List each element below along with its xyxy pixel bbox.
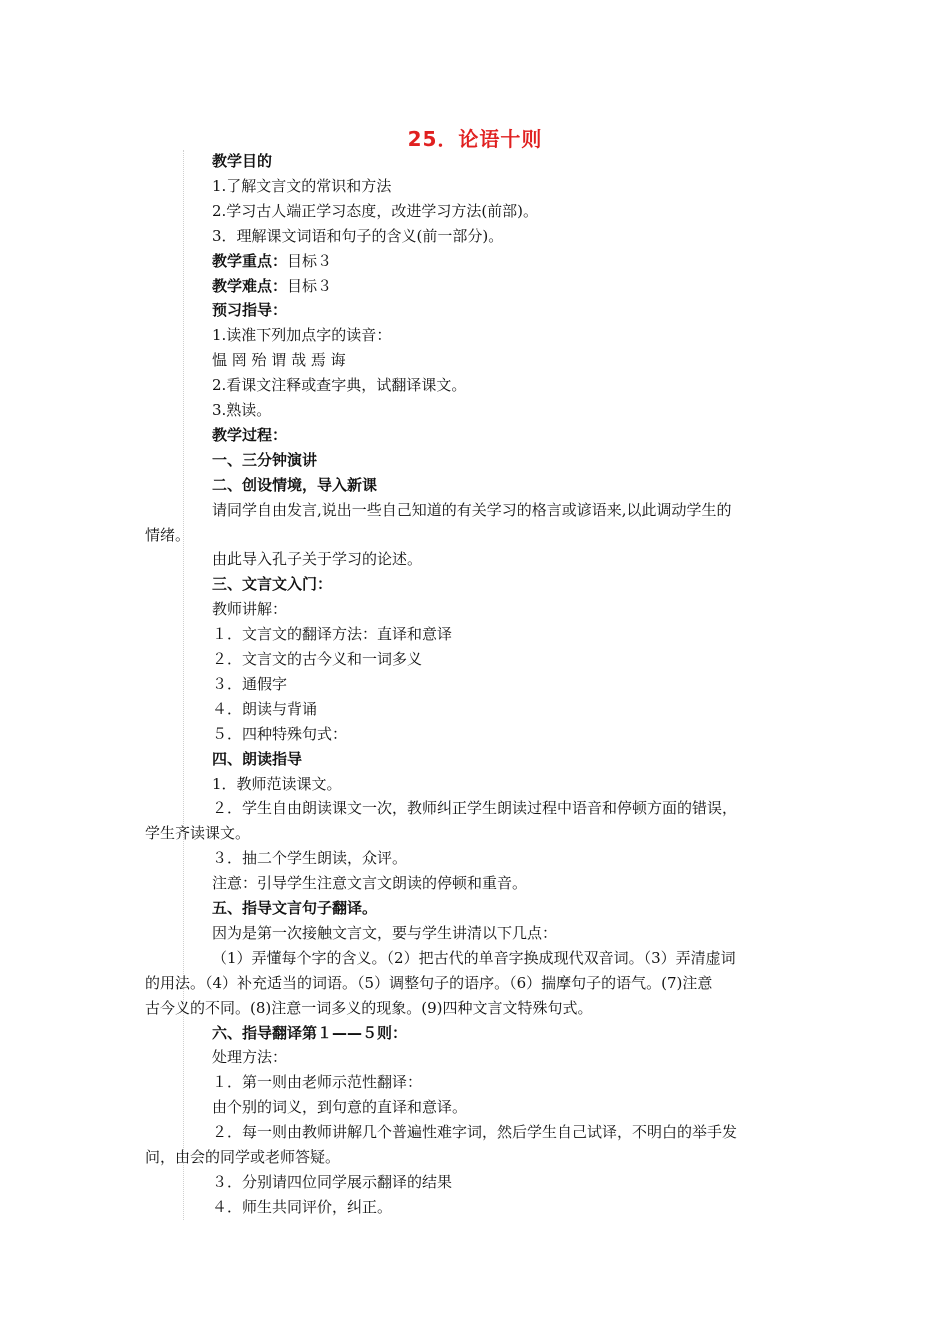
text-line: 五、指导文言句子翻译。: [212, 899, 378, 917]
line-label: 教学难点：: [212, 276, 288, 295]
text-line: [212, 252, 332, 270]
text-line: 一、三分钟演讲: [212, 450, 318, 469]
text-line: ３．通假字: [212, 674, 288, 693]
text-line: ４．朗读与背诵: [212, 699, 318, 718]
text-line: 3．理解课文词语和句子的含义(前一部分)。: [212, 226, 504, 245]
text-line: 教师讲解：: [212, 600, 288, 619]
text-line: 愠 罔 殆 谓 哉 焉 诲: [212, 351, 346, 370]
text-line: （1）弄懂每个字的含义。（2）把古代的单音字换成现代双音词。（3）弄清虚词: [212, 948, 736, 967]
text-line: 1.读准下列加点字的读音：: [212, 326, 392, 345]
text-line: ３．抽二个学生朗读，众评。: [212, 849, 408, 868]
margin-guide: [183, 150, 185, 1220]
text-line: 因为是第一次接触文言文，要与学生讲清以下几点：: [212, 923, 558, 942]
text-line: 注意：引导学生注意文言文朗读的停顿和重音。: [212, 874, 528, 893]
text-line: 1．教师范读课文。: [212, 774, 342, 793]
text-line: 由个别的词义，到句意的直译和意译。: [212, 1098, 468, 1117]
line-value: 目标３: [287, 251, 333, 270]
text-line: ２．文言文的古今义和一词多义: [212, 650, 423, 668]
text-line: [212, 277, 332, 295]
text-line: 处理方法：: [212, 1048, 288, 1067]
text-line: ４．师生共同评价，纠正。: [212, 1197, 393, 1216]
text-line: ３．分别请四位同学展示翻译的结果: [212, 1172, 453, 1191]
line-label: 教学重点：: [212, 251, 288, 270]
text-line: ２．每一则由教师讲解几个普遍性难字词，然后学生自己试译，不明白的举手发: [212, 1123, 738, 1142]
text-line: 二、创设情境，导入新课: [212, 475, 378, 494]
text-line: 预习指导：: [212, 301, 288, 320]
text-line: 请同学自由发言,说出一些自己知道的有关学习的格言或谚语来,以此调动学生的: [212, 500, 732, 519]
text-line: １．第一则由老师示范性翻译：: [212, 1073, 423, 1092]
text-line: 由此导入孔子关于学习的论述。: [212, 550, 423, 569]
text-line: 四、朗读指导: [212, 749, 303, 768]
text-line: 教学目的: [212, 152, 273, 170]
text-line: 六、指导翻译第１——５则：: [212, 1023, 408, 1042]
text-line: １．文言文的翻译方法：直译和意译: [212, 625, 453, 644]
text-line: 问，由会的同学或老师答疑。: [145, 1148, 341, 1166]
text-line: 1.了解文言文的常识和方法: [212, 176, 392, 195]
text-line: 教学过程：: [212, 425, 288, 444]
text-line: 三、文言文入门：: [212, 575, 333, 594]
text-line: 2.看课文注释或查字典，试翻译课文。: [212, 376, 467, 395]
text-line: 2.学习古人端正学习态度，改进学习方法(前部)。: [212, 201, 539, 220]
text-line: 学生齐读课文。: [145, 824, 251, 843]
text-line: 的用法。（4）补充适当的词语。（5）调整句子的语序。（6）揣摩句子的语气。(7)注意: [145, 973, 713, 992]
text-line: ５．四种特殊句式：: [212, 724, 348, 743]
text-line: ２．学生自由朗读课文一次，教师纠正学生朗读过程中语音和停顿方面的错误，: [212, 799, 738, 818]
text-line: 情绪。: [145, 525, 191, 544]
line-value: 目标３: [287, 276, 333, 295]
text-line: 古今义的不同。(8)注意一词多义的现象。(9)四种文言文特殊句式。: [145, 998, 593, 1017]
text-line: 3.熟读。: [212, 401, 272, 419]
page-title: 25．论语十则: [407, 127, 543, 151]
